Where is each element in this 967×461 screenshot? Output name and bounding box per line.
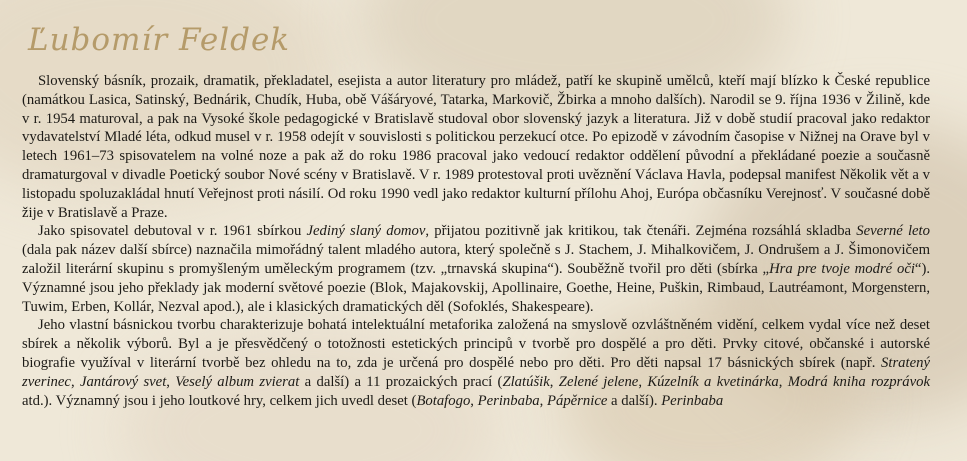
text-run: , [70, 373, 80, 390]
text-run: , [539, 392, 547, 409]
paragraph [22, 72, 930, 222]
text-run: a další) a 11 prozaických prací ( [299, 373, 503, 390]
work-title: Modrá kniha rozprávok [787, 373, 930, 390]
work-title: Zelené jelene [558, 373, 639, 390]
work-title: Perinbaba [661, 392, 724, 409]
work-title: Veselý album zvierat [175, 373, 300, 390]
paragraph [22, 316, 930, 410]
text-run: “). Významné jsou jeho překlady jak moderní světové poezie (Blok, Majakovskij, Apollinaire, Goethe, Heine, Puškin, Rimbaud, Lautréamont, Morgenstern, Tuwim, Erben, Kollár, Nezval apod.), ale i klasických dramatických děl (Sofoklés, Shakespeare). [22, 260, 931, 315]
biography-text [22, 72, 930, 410]
work-title: Jantárový svet [79, 373, 167, 390]
work-title: Pápěrnice [547, 392, 608, 409]
work-title: Zlatúšik [502, 373, 550, 390]
text-run: , [638, 373, 648, 390]
text-run: Jeho vlastní básnickou tvorbu charakterizuje bohatá intelektuální metaforika založená na smyslově ozvláštněném vidění, celkem vydal více než deset sbírek a několik výborů. Byl a je přesvědčený o totožnosti estetických principů v tvorbě pro dospělé a pro děti. Prvky citové, občanské i autorské biografie využíval v literární tvorbě bez ohledu na to, zda je určená pro dospělé nebo pro děti. Pro děti napsal 17 básnických sbírek (např. [22, 317, 930, 371]
work-title: Jediný slaný domov [306, 223, 426, 240]
work-title: Severné leto [856, 223, 930, 240]
text-run: , [166, 373, 176, 390]
text-run: , přijatou pozitivně jak kritikou, tak čtenáři. Zejména rozsáhlá skladba [425, 223, 857, 240]
text-run: a další). [607, 392, 662, 409]
work-title: Hra pre tvoje modré oči [769, 260, 915, 277]
work-title: Botafogo [416, 392, 471, 409]
work-title: Kúzelník a kvetinárka [647, 373, 779, 390]
paragraph [22, 222, 930, 316]
text-run: , [470, 392, 478, 409]
text-run: , [778, 373, 788, 390]
text-run: (dala pak název další sbírce) naznačila mimořádný talent mladého autora, který společně s J. Stachem, J. Mihalkovičem, J. Ondrušem a J. Šimonovičem založil literární skupinu s promyšleným uměleckým programem (tzv. „trnavská skupina“). Souběžně tvořil pro děti (sbírka „ [22, 242, 930, 277]
text-run: atd.). Významný jsou i jeho loutkové hry, celkem jich uvedl deset ( [22, 392, 417, 409]
author-name-heading: Ľubomír Feldek [28, 22, 291, 58]
text-run: , [549, 373, 559, 390]
work-title: Perinbaba [477, 392, 540, 409]
work-title: Stratený zverinec [22, 354, 930, 390]
text-run: Slovenský básník, prozaik, dramatik, překladatel, esejista a autor literatury pro mládež, patří ke skupině umělců, kteří mají blízko k České republice (namátkou Lasica, Satinský, Bednárik, Chudík, Huba, obě Vášáryové, Tatarka, Markovič, Žbirka a mnoho dalších). Narodil se 9. října 1936 v Žilině, kde v r. 1954 maturoval, a pak na Vysoké škole pedagogické v Bratislavě studoval obor slovenský jazyk a literatura. Již v době studií pracoval jako redaktor vydavatelství Mladé léta, odkud musel v r. 1958 odejít v souvislosti s politickou perzekucí otce. Po epizodě v závodním časopise v Nižnej na Orave byl v letech 1961–73 spisovatelem na volné noze a pak až do roku 1986 pracoval jako vedoucí redaktor oddělení původní a překládané poezie a současně dramaturgoval v divadle Poetický soubor Nové scény v Bratislavě. V r. 1989 protestoval proti uvěznění Václava Havla, podepsal manifest Několik vět a v listopadu spoluzakládal hnutí Veřejnost proti násilí. Od roku 1990 vedl jako redaktor kulturní přílohu Ahoj, Európa občasníku Verejnosť. V současné době žije v Bratislavě a Praze. [22, 73, 930, 221]
text-run: Jako spisovatel debutoval v r. 1961 sbírkou [38, 223, 307, 240]
